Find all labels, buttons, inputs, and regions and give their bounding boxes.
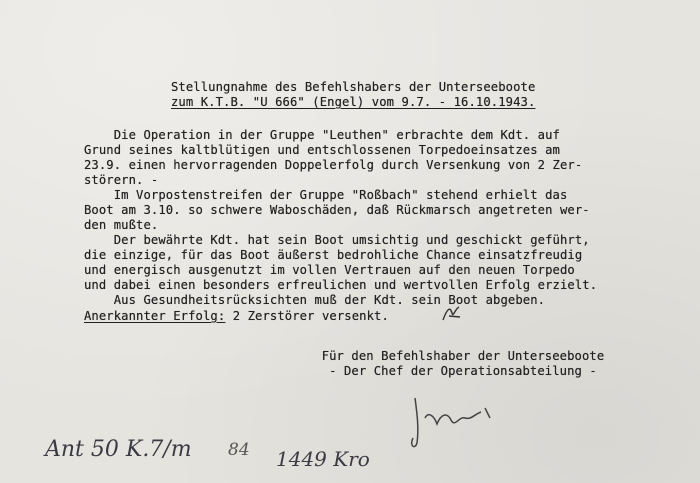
handwritten-note-mid: 84 <box>228 440 250 460</box>
handwritten-signature <box>395 388 525 458</box>
handwritten-note-left: Ant 50 K.7/m <box>45 437 192 462</box>
paragraph-1-line-4: störern. - <box>84 173 159 187</box>
paragraph-1-line-1: Die Operation in der Gruppe "Leuthen" erbrachte dem Kdt. auf <box>84 128 560 142</box>
paragraph-2-line-2: Boot am 3.10. so schwere Waboschäden, daß Rückmarsch angetreten wer- <box>84 203 590 217</box>
paragraph-3-line-5: Aus Gesundheitsrücksichten muß der Kdt. sein Boot abgeben. <box>84 293 546 307</box>
document-title-line-1: Stellungnahme des Befehlshabers der Unterseeboote <box>171 80 536 94</box>
success-label: Anerkannter Erfolg: <box>84 309 226 323</box>
paragraph-3-line-1: Der bewährte Kdt. hat sein Boot umsichtig und geschickt geführt, <box>84 233 590 247</box>
document-title-line-2: zum K.T.B. "U 666" (Engel) vom 9.7. - 16.10.1943. <box>171 95 536 109</box>
paragraph-1-line-2: Grund seines kaltblütigen und entschlossenen Torpedoeinsatzes am <box>84 143 560 157</box>
paragraph-2-line-3: den mußte. <box>84 218 159 232</box>
handwritten-note-right: 1449 Kro <box>276 447 370 471</box>
paragraph-1-line-3: 23.9. einen hervorragenden Doppelerfolg durch Versenkung von 2 Zer- <box>84 158 583 172</box>
success-value: 2 Zerstörer versenkt. <box>225 309 389 323</box>
success-line <box>84 309 389 323</box>
signature-line-1: Für den Befehlshaber der Unterseeboote <box>321 349 605 363</box>
paragraph-3-line-4: und dabei einen besonders erfreulichen und wertvollen Erfolg erzielt. <box>84 278 598 292</box>
paragraph-2-line-1: Im Vorpostenstreifen der Gruppe "Roßbach" stehend erhielt das <box>84 188 568 202</box>
paragraph-3-line-3: und energisch ausgenutzt im vollen Vertrauen auf den neuen Torpedo <box>84 263 575 277</box>
paragraph-3-line-2: die einzige, für das Boot äußerst bedrohliche Chance einsatzfreudig <box>84 248 583 262</box>
initials-mark <box>440 303 464 325</box>
signature-line-2: - Der Chef der Operationsabteilung - <box>329 364 597 378</box>
